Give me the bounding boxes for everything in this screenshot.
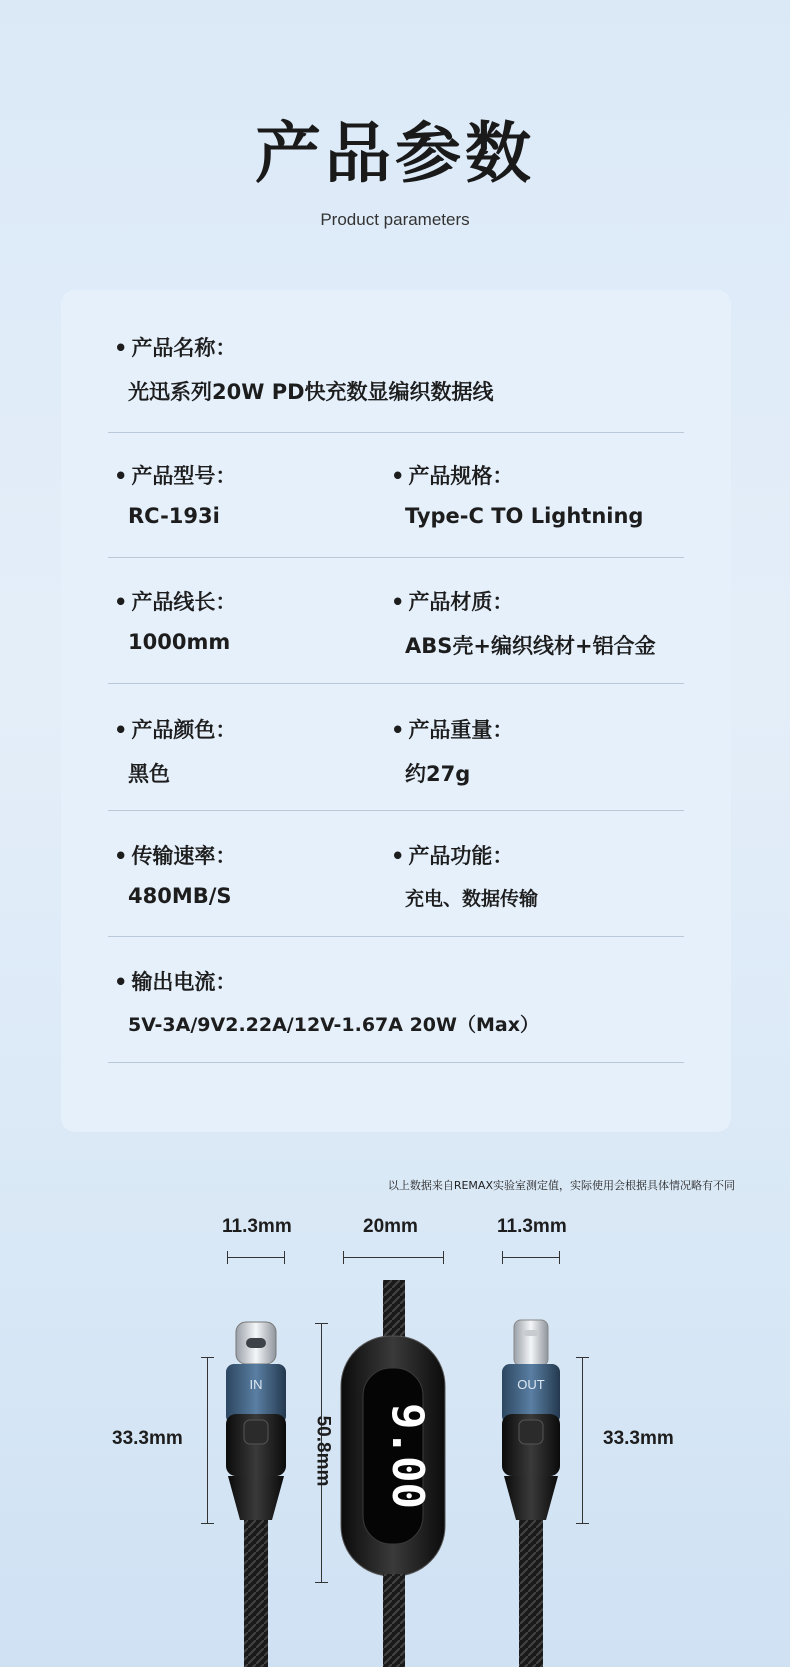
spec-label-spec: • 产品规格： (391, 460, 643, 490)
middle-height-label: 50.8mm (312, 1415, 334, 1487)
spec-value-speed: 480MB/S (128, 884, 232, 908)
spec-label-name: • 产品名称： (114, 332, 494, 362)
divider (108, 432, 684, 433)
in-label: IN (249, 1377, 263, 1392)
disclaimer-note: 以上数据来自REMAX实验室测定值，实际使用会根据具体情况略有不同 (387, 1179, 735, 1192)
spec-label-output: • 输出电流： (114, 966, 539, 996)
left-height-label: 33.3mm (112, 1428, 183, 1449)
lightning-connector (502, 1320, 560, 1667)
left-width-label: 11.3mm (222, 1216, 292, 1237)
spec-value-color: 黑色 (128, 762, 170, 786)
spec-card (61, 290, 731, 1132)
middle-width-bar (343, 1257, 444, 1258)
spec-value-spec: Type-C TO Lightning (405, 504, 644, 528)
spec-label-length: • 产品线长： (114, 586, 236, 616)
display-readout: 9.00 (382, 1403, 433, 1509)
spec-label-function: • 产品功能： (391, 840, 538, 870)
spec-label-model: • 产品型号： (114, 460, 236, 490)
out-label: OUT (517, 1377, 545, 1392)
middle-width-label: 20mm (363, 1216, 418, 1237)
page-subtitle: Product parameters (320, 210, 470, 229)
left-width-bar (227, 1257, 285, 1258)
spec-label-speed: • 传输速率： (114, 840, 236, 870)
divider (108, 683, 684, 684)
right-width-label: 11.3mm (497, 1216, 567, 1237)
divider (108, 810, 684, 811)
right-width-bar (502, 1257, 560, 1258)
spec-value-name: 光迅系列20W PD快充数显编织数据线 (128, 380, 494, 404)
type-c-connector (226, 1322, 286, 1667)
spec-value-material: ABS壳+编织线材+铝合金 (405, 634, 656, 658)
spec-label-weight: • 产品重量： (391, 714, 513, 744)
spec-label-color: • 产品颜色： (114, 714, 236, 744)
spec-value-output: 5V-3A/9V2.22A/12V-1.67A 20W（Max） (128, 1014, 539, 1036)
spec-value-length: 1000mm (128, 630, 231, 654)
spec-value-function: 充电、数据传输 (405, 888, 539, 910)
divider (108, 557, 684, 558)
spec-value-model: RC-193i (128, 504, 220, 528)
display-module (341, 1280, 445, 1667)
right-height-label: 33.3mm (603, 1428, 674, 1449)
divider (108, 1062, 684, 1063)
page-title: 产品参数 (255, 115, 535, 192)
divider (108, 936, 684, 937)
spec-label-material: • 产品材质： (391, 586, 656, 616)
cable-illustration (0, 1280, 790, 1667)
spec-value-weight: 约27g (405, 762, 471, 786)
